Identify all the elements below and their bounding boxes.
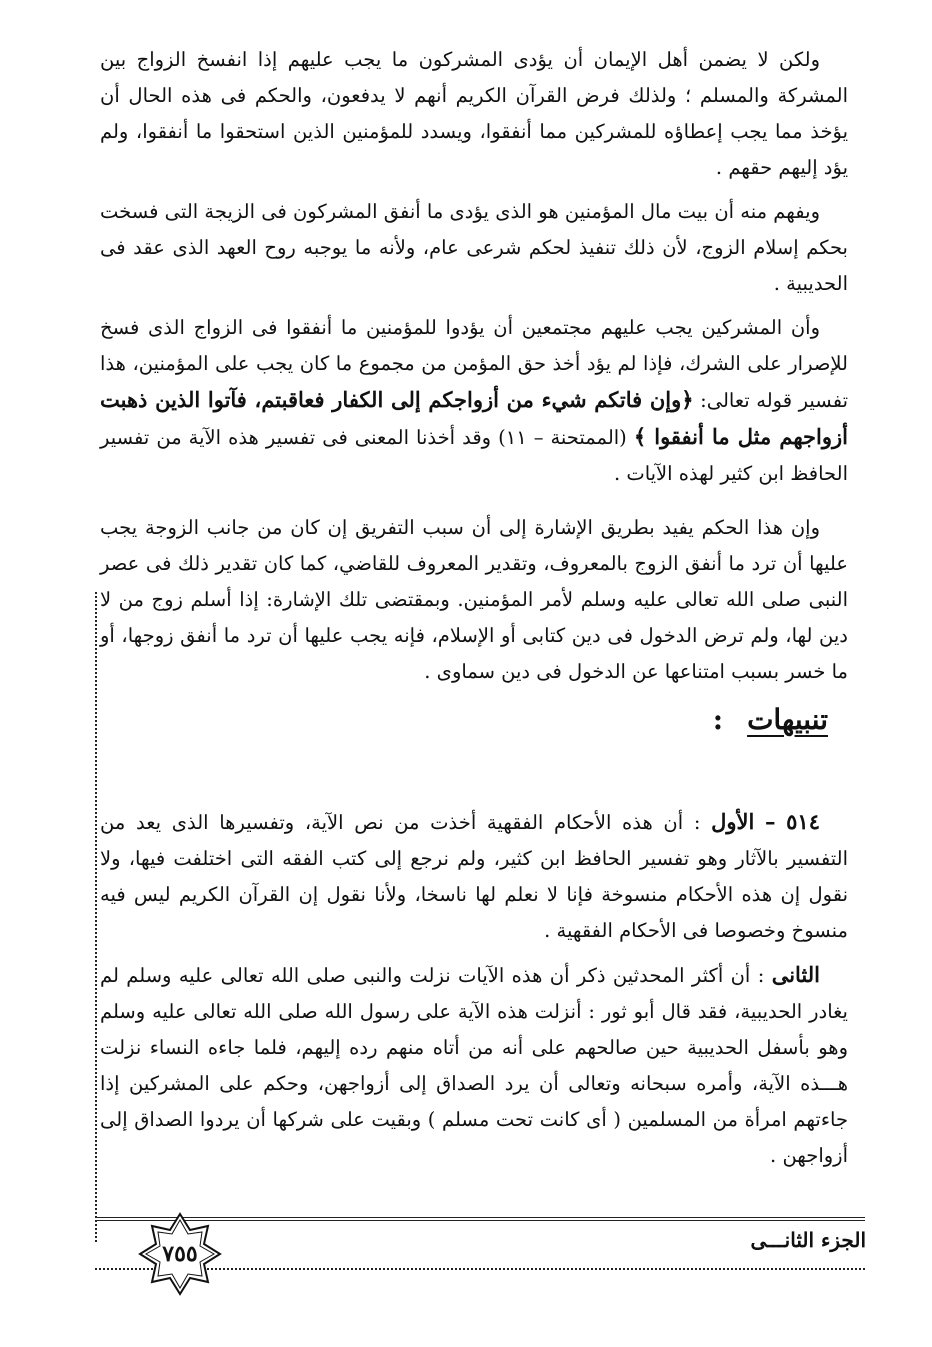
note-second-sep: : — [757, 964, 765, 987]
paragraph-2: ويفهم منه أن بيت مال المؤمنين هو الذى يؤدى ما أنفق المشركون فى الزيجة التى فسخت بحكم إسلام الزوج، لأن ذلك تنفيذ لحكم شرعى عام، ولأنه ما يوجبه روح العهد الذى عقد فى الحديبية . — [100, 200, 848, 295]
paragraph-1: ولكن لا يضمن أهل الإيمان أن يؤدى المشركون ما يجب عليهم إذا انفسخ الزواج بين المشركة والمسلم ؛ ولذلك فرض القرآن الكريم أنهم لا يدفعون، والحكم فى هذه الحال أن يؤخذ مما يجب إعطاؤه للمشركين مما أنفقوا، ويسدد للمؤمنين الذين استحقوا ما أنفقوا، ولم يؤد إليهم حقهم . — [100, 48, 848, 179]
section-heading — [100, 698, 848, 742]
note-second-label: الثانى — [771, 962, 821, 987]
paragraph-4: وإن هذا الحكم يفيد بطريق الإشارة إلى أن سبب التفريق إن كان من جانب الزوجة يجب عليها أن ترد ما أنفق الزوج بالمعروف، وتقدير المعروف للقاضي، كما كان تقدير ذلك فى عصر النبى صلى الله تعالى عليه وسلم لأمر المؤمنين. وبمقتضى تلك الإشارة: إذا أسلم زوج من لا دين لها، ولم ترض الدخول فى دين كتابى أو الإسلام، فإنه يجب عليها أن ترد ما أنفق زوجها، أو ما خسر بسبب امتناعها عن الدخول فى دين سماوى . — [100, 516, 848, 683]
paragraph-3 — [100, 310, 848, 492]
note-second-text: أن أكثر المحدثين ذكر أن هذه الآيات نزلت والنبى صلى الله تعالى عليه وسلم لم يغادر الحديبية، فقد قال أبو ثور : أنزلت هذه الآية على رسول الله صلى الله تعالى عليه وسلم وهو بأسفل الحديبية حين صالحهم على أنه من أتاه منهم رده إليهم، فلما جاءه النساء نزلت هـــذه الآية، وأمره سبحانه وتعالى أن يرد الصداق إلى أزواجهن، وحكم على المشركين إذا جاءتهم امرأة من المسلمين ( أى كانت تحت مسلم ) وبقيت على شركها أن يردوا الصداق إلى أزواجهن . — [100, 964, 848, 1167]
quran-verse: ﴿وإن فاتكم شيء من أزواجكم إلى الكفار فعاقبتم، فآتوا الذين ذهبت أزواجهم مثل ما أنفقوا ﴾ — [100, 387, 848, 449]
note-first-sep: : — [693, 811, 701, 834]
note-number: ٥١٤ — [786, 809, 820, 834]
text-block-middle — [100, 510, 848, 746]
paragraph-3-outro: (الممتحنة – ١١) وقد أخذنا المعنى فى تفسير هذه الآية من تفسير الحافظ ابن كثير لهذه الآيات . — [100, 426, 848, 485]
paragraph-3-intro: وأن المشركين يجب عليهم مجتمعين أن يؤدوا للمؤمنين ما أنفقوا فى الزواج الذى فسخ للإصرار على الشرك، فإذا لم يؤد أخذ حق المؤمن من مجموع ما كان يجب على المؤمنين، هذا تفسير قوله تعالى: — [100, 316, 848, 412]
left-dotted-border — [95, 592, 97, 1242]
note-dash: – — [764, 809, 776, 834]
heading-colon: : — [712, 703, 724, 736]
page-number: ٧٥٥ — [162, 1241, 198, 1267]
text-block-top — [100, 42, 848, 500]
note-first — [100, 804, 848, 949]
text-block-notes — [100, 804, 848, 1182]
page-number-badge — [138, 1212, 222, 1296]
note-first-text: أن هذه الأحكام الفقهية أخذت من نص الآية، وتفسيرها الذى يعد من التفسير بالآثار وهو تفسير الحافظ ابن كثير، ولم نرجع إلى كتب الفقه التى اختلفت فيها، ولا نقول إن هذه الأحكام منسوخة فإنا لا نعلم لها ناسخا، ولأنا نقول إن القرآن الكريم ليس فيه منسوخ وخصوصا فى الأحكام الفقهية . — [100, 811, 848, 942]
part-label: الجزء الثانـــى — [750, 1228, 866, 1252]
note-first-label: الأول — [711, 809, 755, 834]
note-second — [100, 957, 848, 1174]
heading-title: تنبيهات — [747, 703, 828, 736]
